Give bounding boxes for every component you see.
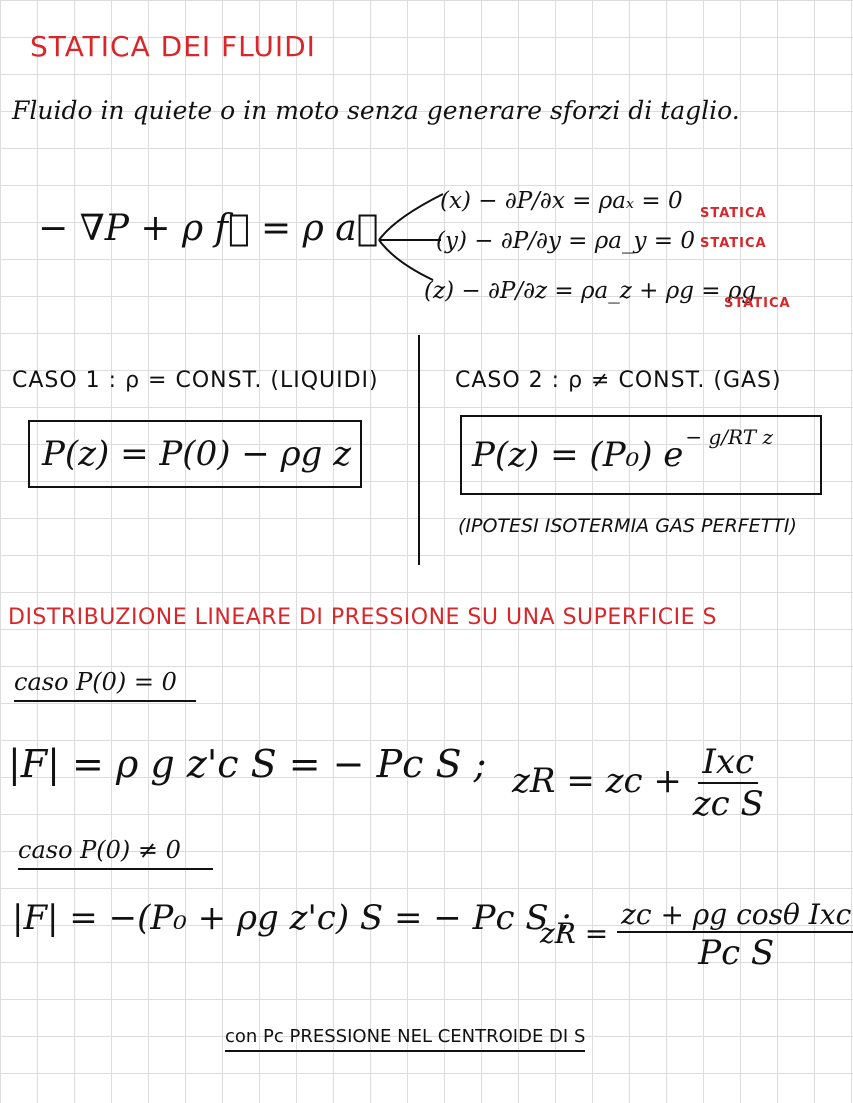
subcase2-heading: caso P(0) ≠ 0 — [18, 836, 213, 870]
zr-numerator: Ixc — [698, 742, 758, 784]
component-equation: − ∂P/∂z = ρa_z + ρg = ρg — [461, 278, 757, 304]
subcase1-zr — [512, 742, 764, 824]
page-title: STATICA DEI FLUIDI — [30, 30, 316, 63]
subcase1-force: |F| = ρ g z'c S = − Pc S ; — [8, 742, 487, 786]
subcase2-force: |F| = −(P₀ + ρg z'c) S = − Pc S ; — [12, 898, 571, 938]
case1-formula-box — [28, 420, 362, 488]
axis-label: (z) — [424, 278, 455, 304]
zr-fraction — [693, 742, 764, 824]
case2-heading: CASO 2 : ρ ≠ CONST. (GAS) — [455, 368, 782, 393]
axis-label: (y) — [436, 228, 467, 254]
case1-formula: P(z) = P(0) − ρg z — [42, 434, 352, 474]
subcase1-heading: caso P(0) = 0 — [14, 668, 196, 702]
statica-label: STATICA — [700, 236, 767, 251]
case2-formula: P(z) = (P₀) e — [472, 435, 684, 475]
zr-numerator: zc + ρg cosθ Ixc — [617, 898, 853, 933]
axis-label: (x) — [440, 188, 471, 214]
footer-note: con Pc PRESSIONE NEL CENTROIDE DI S — [225, 1026, 585, 1052]
component-x — [440, 188, 683, 214]
case2-exponent: − g/RT z — [685, 425, 773, 449]
zr-fraction — [617, 898, 853, 973]
zr-label: zR = — [540, 917, 609, 950]
case2-note: (IPOTESI ISOTERMIA GAS PERFETTI) — [458, 515, 797, 537]
case2-formula-box — [460, 415, 822, 495]
zr-denominator: Pc S — [698, 933, 775, 973]
section-title: DISTRIBUZIONE LINEARE DI PRESSIONE SU UNA SUPERFICIE S — [8, 605, 717, 630]
component-z — [424, 278, 756, 304]
statica-label: STATICA — [700, 206, 767, 221]
intro-text: Fluido in quiete o in moto senza generare sforzi di taglio. — [12, 96, 740, 125]
component-equation: − ∂P/∂x = ρaₓ = 0 — [478, 188, 683, 214]
component-y — [436, 228, 695, 254]
subcase2-zr — [540, 898, 853, 973]
component-equation: − ∂P/∂y = ρa_y = 0 — [474, 228, 696, 254]
zr-denominator: zc S — [692, 784, 764, 824]
zr-label: zR = zc + — [512, 761, 682, 801]
euler-equation: − ∇P + ρ f⃗ = ρ a⃗ — [38, 208, 379, 249]
column-divider — [418, 335, 420, 565]
case1-heading: CASO 1 : ρ = CONST. (LIQUIDI) — [12, 368, 379, 393]
statica-label: STATICA — [724, 296, 791, 311]
